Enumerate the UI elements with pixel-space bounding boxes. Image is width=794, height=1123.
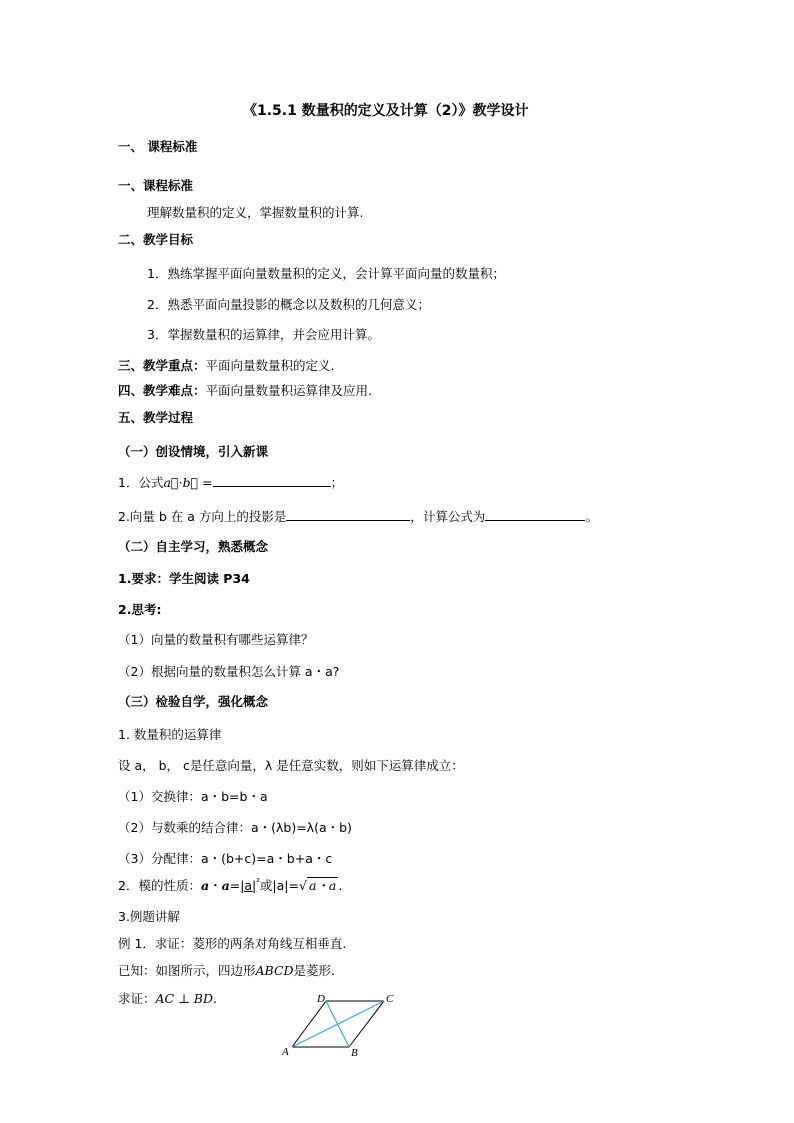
mod-sq: ² (256, 878, 260, 888)
label-a: A (282, 1046, 289, 1058)
p1-q1-end: ； (330, 475, 344, 490)
prove-formula: AC ⊥ BD (155, 991, 214, 1006)
mod-a: a (200, 878, 210, 894)
mod-prefix: 2．模的性质： (118, 878, 201, 894)
s4-text: 平面向量数量积运算律及应用. (205, 383, 372, 398)
s2-item-1: 1．熟练掌握平面向量数量积的定义，会计算平面向量的数量积； (147, 266, 505, 281)
known-abcd: ABCD (255, 963, 294, 978)
p1-q2-a: 2.向量 b 在 a 方向上的投影是 (118, 509, 287, 524)
p2-q2: （2）根据向量的数量积怎么计算 a・a? (118, 664, 340, 679)
mod-or: 或 (259, 878, 273, 894)
prove-end: . (213, 991, 218, 1006)
p3-law-3: （3）分配律：a・(b+c)=a・b+a・c (118, 851, 333, 866)
s2-item-2: 2．熟悉平面向量投影的概念以及数积的几何意义； (147, 297, 430, 312)
mod-eq-2: = (288, 878, 299, 894)
side-da (292, 1001, 326, 1047)
section-main-heading: 一、 课程标准 (118, 139, 198, 154)
s1-text: 理解数量积的定义，掌握数量积的计算. (147, 205, 364, 220)
s2-heading: 二、教学目标 (118, 232, 194, 247)
prove-a: 求证： (118, 991, 156, 1006)
p3-law-2: （2）与数乘的结合律：a・(λb)=λ(a・b) (118, 820, 352, 835)
p1-q1 (118, 474, 343, 491)
mod-eq: = (229, 878, 241, 894)
p1-q1-prefix: 1．公式 (118, 475, 164, 490)
mod-end: . (338, 878, 343, 894)
p1-q2-end: 。 (585, 509, 598, 524)
mod-sqrt: a・a (308, 878, 337, 894)
rhombus-figure (280, 990, 410, 1060)
mod-abs-2: |a| (272, 878, 289, 894)
p3-heading: （三）检验自学，强化概念 (118, 694, 269, 709)
p1-heading: （一）创设情境，引入新课 (118, 444, 269, 459)
label-c: C (386, 993, 394, 1005)
s4-heading: 四、教学难点： (118, 383, 206, 398)
example-known (118, 963, 335, 979)
p1-q2-blank-2 (485, 508, 585, 521)
known-a: 已知：如图所示，四边形 (118, 963, 256, 978)
p2-think: 2.思考: (118, 602, 162, 617)
s3-heading: 三、教学重点： (118, 358, 206, 373)
sqrt-sign: √ (298, 878, 307, 894)
p1-q2-blank-1 (286, 508, 410, 521)
diagonal-bd (326, 1001, 349, 1047)
page-title: 《1.5.1 数量积的定义及计算（2）》教学设计 (243, 103, 529, 119)
mod-abs: |a| (240, 878, 257, 894)
label-d: D (317, 993, 325, 1005)
mod-dot: ・ (209, 878, 222, 894)
p1-q1-formula: a⃗⋅b⃗ = (163, 475, 213, 490)
p3-law-intro: 设 a， b， c是任意向量，λ 是任意实数，则如下运算律成立： (118, 758, 464, 773)
side-bc (349, 1001, 384, 1047)
s1-heading: 一、课程标准 (118, 178, 194, 193)
p2-req: 1.要求：学生阅读 P34 (118, 571, 250, 586)
mod-a-2: a (221, 878, 230, 894)
examples-heading: 3.例题讲解 (118, 909, 180, 924)
p1-q2-b: ，计算公式为 (410, 509, 486, 524)
s2-item-3: 3．掌握数量积的运算律，并会应用计算。 (147, 327, 380, 342)
s5-heading: 五、教学过程 (118, 410, 194, 425)
p1-q2 (118, 508, 598, 525)
p3-law-1: （1）交换律：a・b=b・a (118, 789, 268, 804)
s3-text: 平面向量数量积的定义. (205, 358, 335, 373)
example-prove (118, 991, 217, 1007)
s4-line (118, 383, 372, 399)
p3-mod (118, 875, 342, 894)
p3-law-title: 1. 数量积的运算律 (118, 727, 222, 742)
p1-q1-blank (213, 474, 331, 487)
p2-q1: （1）向量的数量积有哪些运算律？ (118, 632, 314, 647)
label-b: B (351, 1047, 358, 1059)
known-b: 是菱形. (293, 963, 336, 978)
example-1: 例 1．求证：菱形的两条对角线互相垂直. (118, 936, 347, 951)
p2-heading: （二）自主学习，熟悉概念 (118, 539, 269, 554)
s3-line (118, 358, 335, 374)
